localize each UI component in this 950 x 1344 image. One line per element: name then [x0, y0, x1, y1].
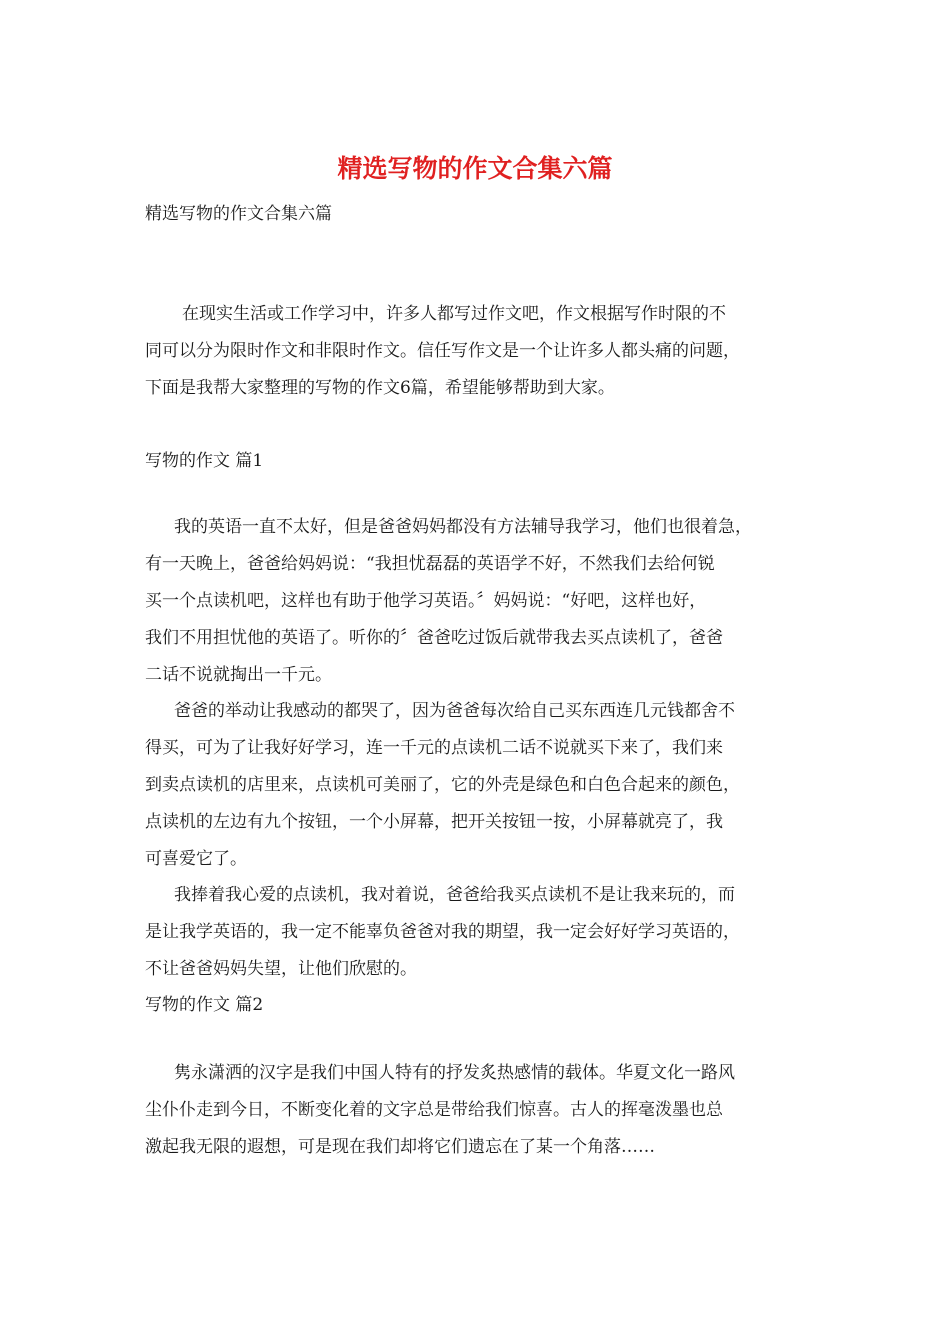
essay-line: 尘仆仆走到今日，不断变化着的文字总是带给我们惊喜。古人的挥毫泼墨也总 — [145, 1100, 723, 1120]
essay-line: 到卖点读机的店里来，点读机可美丽了，它的外壳是绿色和白色合起来的颜色， — [145, 775, 740, 795]
intro-line: 同可以分为限时作文和非限时作文。信任写作文是一个让许多人都头痛的问题， — [145, 341, 740, 361]
essay-heading: 写物的作文 篇2 — [145, 995, 264, 1015]
intro-line: 在现实生活或工作学习中，许多人都写过作文吧，作文根据写作时限的不 — [182, 304, 726, 324]
essay-line: 我捧着我心爱的点读机，我对着说，爸爸给我买点读机不是让我来玩的，而 — [174, 885, 735, 905]
essay-line: 是让我学英语的，我一定不能辜负爸爸对我的期望，我一定会好好学习英语的， — [145, 922, 740, 942]
essay-line: 得买，可为了让我好好学习，连一千元的点读机二话不说就买下来了，我们来 — [145, 738, 723, 758]
essay-heading: 写物的作文 篇1 — [145, 451, 264, 471]
document-subtitle: 精选写物的作文合集六篇 — [145, 204, 332, 224]
essay-line: 点读机的左边有九个按钮，一个小屏幕，把开关按钮一按，小屏幕就亮了，我 — [145, 812, 723, 832]
essay-line: 我的英语一直不太好，但是爸爸妈妈都没有方法辅导我学习，他们也很着急， — [174, 517, 752, 537]
essay-line: 有一天晚上，爸爸给妈妈说：“我担忧磊磊的英语学不好，不然我们去给何锐 — [145, 554, 715, 574]
essay-line: 可喜爱它了。 — [145, 849, 247, 869]
essay-line: 我们不用担忧他的英语了。听你的〞爸爸吃过饭后就带我去买点读机了，爸爸 — [145, 628, 723, 648]
essay-line: 隽永潇洒的汉字是我们中国人特有的抒发炙热感情的载体。华夏文化一路风 — [174, 1063, 735, 1083]
essay-line: 不让爸爸妈妈失望，让他们欣慰的。 — [145, 959, 417, 979]
essay-line: 爸爸的举动让我感动的都哭了，因为爸爸每次给自己买东西连几元钱都舍不 — [174, 701, 735, 721]
essay-line: 买一个点读机吧，这样也有助于他学习英语。〞妈妈说：“好吧，这样也好， — [145, 591, 707, 611]
essay-line: 激起我无限的遐想，可是现在我们却将它们遗忘在了某一个角落…… — [145, 1137, 655, 1157]
essay-line: 二话不说就掏出一千元。 — [145, 665, 332, 685]
intro-line: 下面是我帮大家整理的写物的作文6篇，希望能够帮助到大家。 — [145, 378, 615, 398]
document-title: 精选写物的作文合集六篇 — [337, 154, 613, 183]
